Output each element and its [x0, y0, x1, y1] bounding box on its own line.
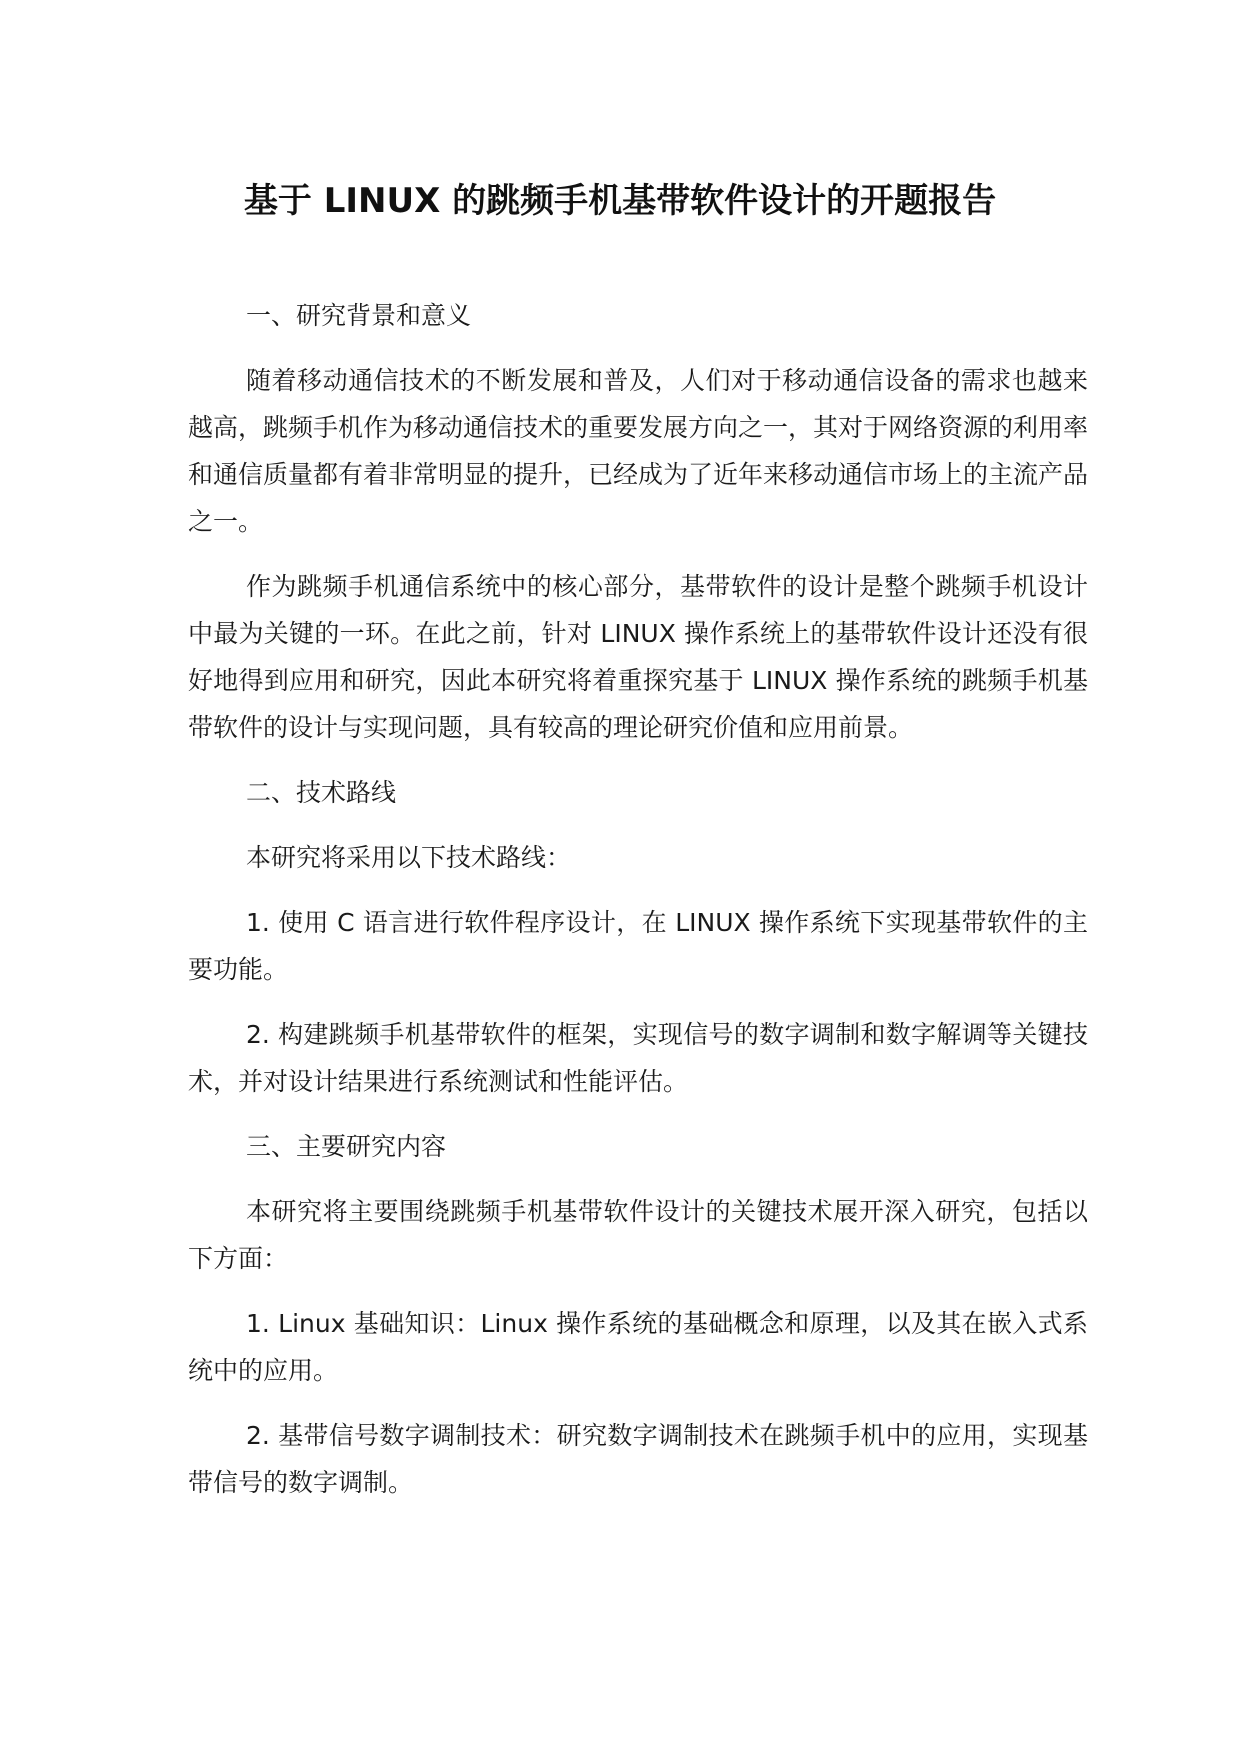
section-heading-main-content: 三、主要研究内容	[246, 1132, 447, 1161]
paragraph-content-item-2: 2. 基带信号数字调制技术：研究数字调制技术在跳频手机中的应用，实现基带信号的数字调制。	[188, 1421, 1088, 1497]
paragraph-content-item-1: 1. Linux 基础知识：Linux 操作系统的基础概念和原理，以及其在嵌入式系统中的应用。	[188, 1309, 1088, 1385]
paragraph-background-2: 作为跳频手机通信系统中的核心部分，基带软件的设计是整个跳频手机设计中最为关键的一环。在此之前，针对 LINUX 操作系统上的基带软件设计还没有很好地得到应用和研究，因此本研究将着重探究基于 LINUX 操作系统的跳频手机基带软件的设计与实现问题，具有较高的理论研究价值和应用前景。	[188, 572, 1088, 742]
paragraph-route-item-2: 2. 构建跳频手机基带软件的框架，实现信号的数字调制和数字解调等关键技术，并对设计结果进行系统测试和性能评估。	[188, 1020, 1088, 1096]
section-heading-background: 一、研究背景和意义	[246, 301, 472, 330]
paragraph-background-1: 随着移动通信技术的不断发展和普及，人们对于移动通信设备的需求也越来越高，跳频手机作为移动通信技术的重要发展方向之一，其对于网络资源的利用率和通信质量都有着非常明显的提升，已经成为了近年来移动通信市场上的主流产品之一。	[188, 366, 1089, 536]
section-heading-technical-route: 二、技术路线	[246, 778, 397, 807]
paragraph-route-item-1: 1. 使用 C 语言进行软件程序设计，在 LINUX 操作系统下实现基带软件的主要功能。	[188, 908, 1088, 984]
paragraph-route-intro: 本研究将采用以下技术路线：	[246, 843, 572, 872]
paragraph-content-intro: 本研究将主要围绕跳频手机基带软件设计的关键技术展开深入研究，包括以下方面：	[188, 1197, 1088, 1273]
document-body	[188, 292, 1088, 1524]
document-title: 基于 LINUX 的跳频手机基带软件设计的开题报告	[243, 181, 997, 221]
